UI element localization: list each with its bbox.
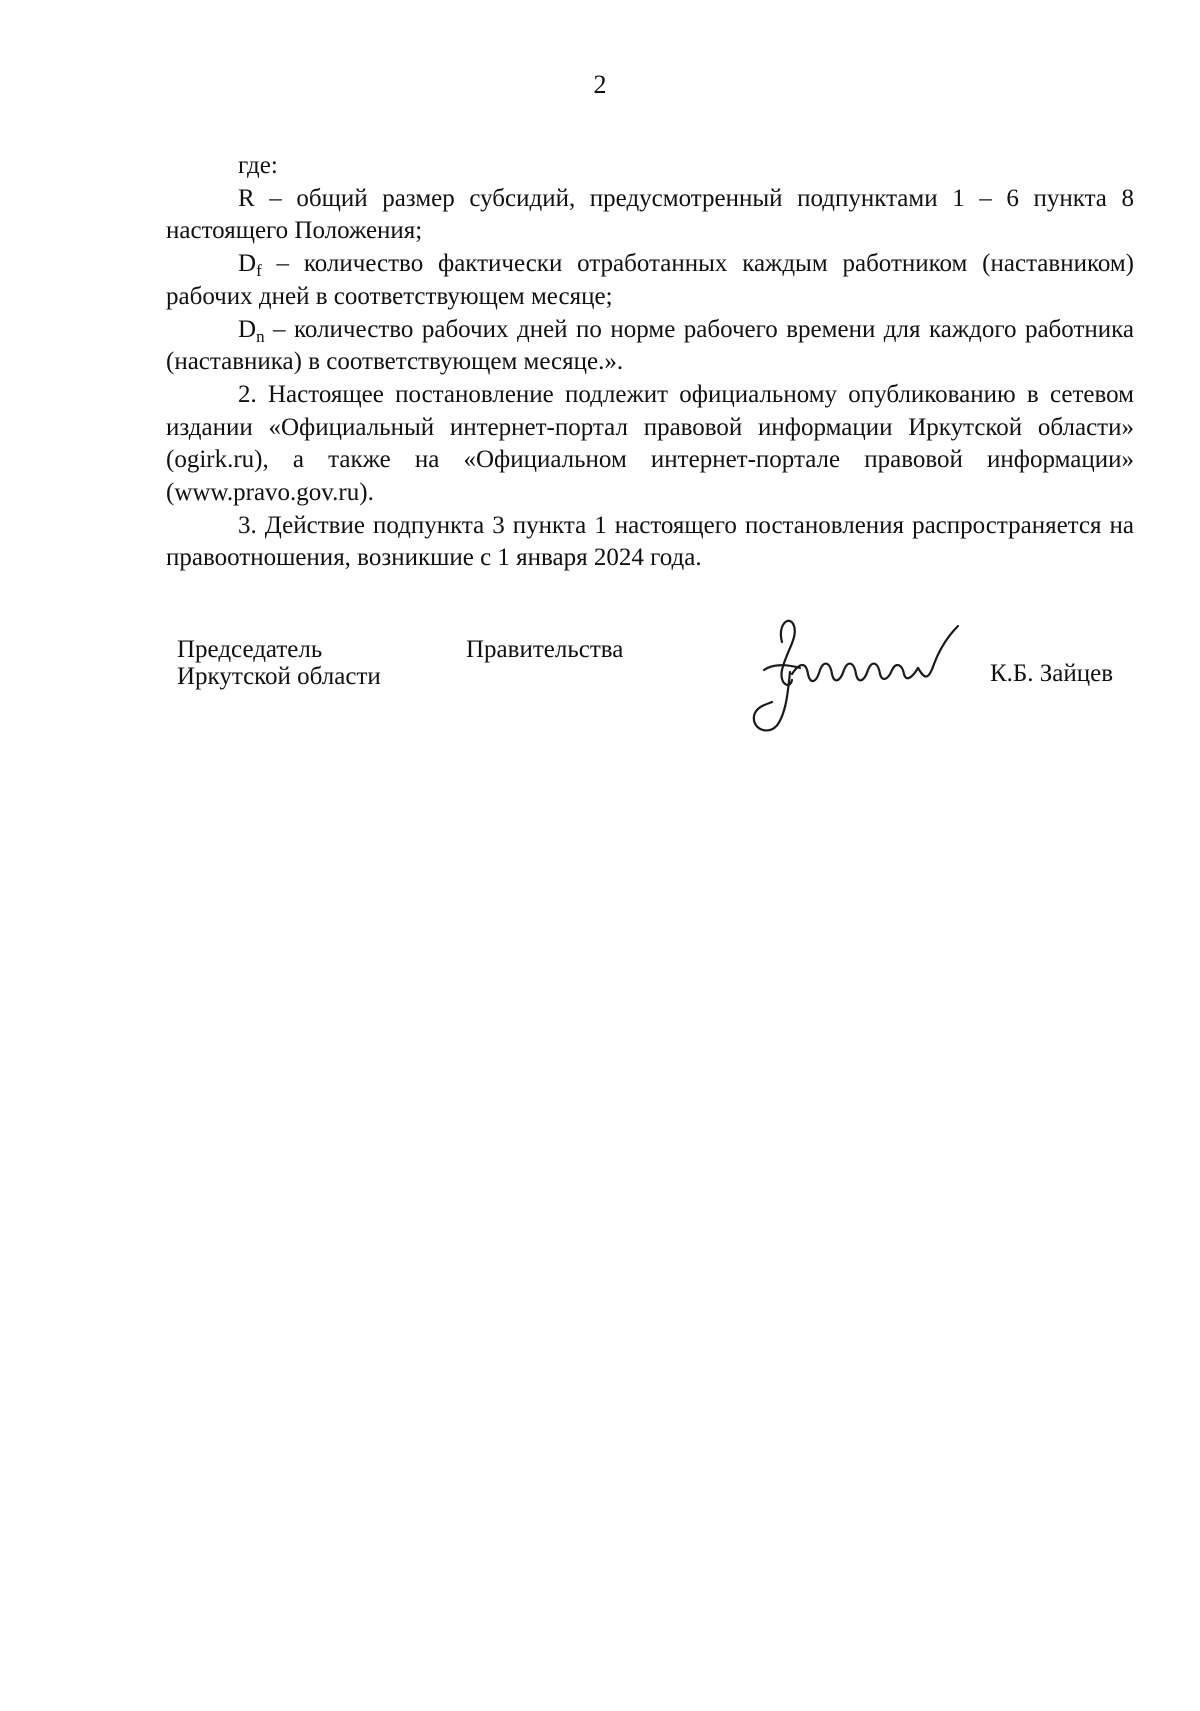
dn-subscript: n: [256, 326, 265, 346]
handwritten-signature: [742, 612, 992, 742]
signatory-title-middle: Правительства: [466, 636, 624, 663]
r-definition-text: – общий размер субсидий, предусмотренный подпунктами 1 – 6 пункта 8 настоящего Положения;: [166, 184, 1134, 245]
signatory-name: К.Б. Зайцев: [990, 660, 1114, 687]
where-label: где:: [238, 152, 278, 179]
signatory-title-line-1: Председатель: [177, 636, 323, 663]
definition-dn: [166, 314, 1134, 379]
definition-r: [166, 183, 1134, 248]
document-body: [166, 150, 1134, 575]
dn-symbol: D: [238, 315, 257, 343]
df-definition-text: – количество фактически отработанных каждым работником (наставником) рабочих дней в соответствующем месяце;: [166, 250, 1134, 310]
item-3: 3. Действие подпункта 3 пункта 1 настоящего постановления распространяется на правоотношения, возникшие с 1 января 2024 года.: [166, 511, 1134, 572]
page-number: 2: [593, 70, 607, 99]
item-2: 2. Настоящее постановление подлежит официальному опубликованию в сетевом издании «Официальный интернет-портал правовой информации Иркутской области» (ogirk.ru), а также на «Официальном интернет-портале правовой информации» (www.pravo.gov.ru).: [166, 380, 1134, 507]
df-subscript: f: [256, 261, 262, 281]
df-symbol: D: [238, 250, 257, 278]
signatory-title: [177, 636, 381, 690]
dn-definition-text: – количество рабочих дней по норме рабочего времени для каждого работника (наставника) в соответствующем месяце.».: [166, 315, 1134, 376]
r-symbol: R: [238, 184, 255, 212]
signatory-title-line-2: Иркутской области: [177, 663, 381, 690]
definition-df: [166, 248, 1134, 313]
